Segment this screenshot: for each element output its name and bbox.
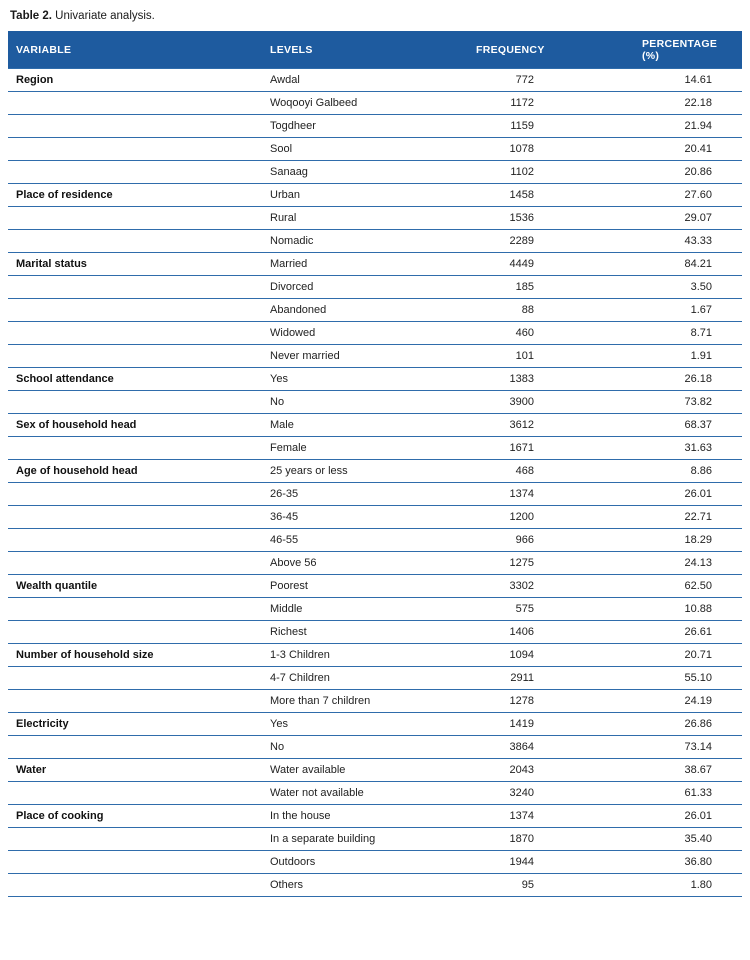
- table-row: [8, 115, 742, 138]
- frequency-cell: 772: [468, 69, 634, 92]
- variable-cell: [8, 621, 262, 644]
- frequency-cell: 3302: [468, 575, 634, 598]
- percentage-cell: 29.07: [634, 207, 742, 230]
- percentage-cell: 24.13: [634, 552, 742, 575]
- table-row: [8, 414, 742, 437]
- variable-cell: [8, 138, 262, 161]
- percentage-cell: 26.61: [634, 621, 742, 644]
- percentage-cell: 20.71: [634, 644, 742, 667]
- table-row: [8, 322, 742, 345]
- table-row: [8, 483, 742, 506]
- frequency-cell: 88: [468, 299, 634, 322]
- percentage-cell: 10.88: [634, 598, 742, 621]
- variable-cell: Number of household size: [8, 644, 262, 667]
- frequency-cell: 468: [468, 460, 634, 483]
- level-cell: Woqooyi Galbeed: [262, 92, 468, 115]
- header-variable: VARIABLE: [8, 31, 262, 69]
- level-cell: Married: [262, 253, 468, 276]
- level-cell: 25 years or less: [262, 460, 468, 483]
- level-cell: Urban: [262, 184, 468, 207]
- level-cell: Yes: [262, 368, 468, 391]
- variable-cell: [8, 874, 262, 897]
- variable-cell: [8, 276, 262, 299]
- percentage-cell: 62.50: [634, 575, 742, 598]
- frequency-cell: 3612: [468, 414, 634, 437]
- variable-cell: Marital status: [8, 253, 262, 276]
- percentage-cell: 20.41: [634, 138, 742, 161]
- frequency-cell: 1870: [468, 828, 634, 851]
- frequency-cell: 1419: [468, 713, 634, 736]
- level-cell: Female: [262, 437, 468, 460]
- variable-cell: [8, 115, 262, 138]
- variable-cell: [8, 506, 262, 529]
- level-cell: No: [262, 736, 468, 759]
- level-cell: Awdal: [262, 69, 468, 92]
- percentage-cell: 21.94: [634, 115, 742, 138]
- percentage-cell: 1.91: [634, 345, 742, 368]
- variable-cell: Wealth quantile: [8, 575, 262, 598]
- frequency-cell: 1102: [468, 161, 634, 184]
- table-row: [8, 667, 742, 690]
- frequency-cell: 1278: [468, 690, 634, 713]
- frequency-cell: 3240: [468, 782, 634, 805]
- level-cell: Rural: [262, 207, 468, 230]
- percentage-cell: 31.63: [634, 437, 742, 460]
- frequency-cell: 1536: [468, 207, 634, 230]
- frequency-cell: 2289: [468, 230, 634, 253]
- percentage-cell: 27.60: [634, 184, 742, 207]
- table-row: [8, 138, 742, 161]
- variable-cell: [8, 391, 262, 414]
- percentage-cell: 73.14: [634, 736, 742, 759]
- frequency-cell: 1374: [468, 483, 634, 506]
- table-row: [8, 575, 742, 598]
- frequency-cell: 460: [468, 322, 634, 345]
- percentage-cell: 22.71: [634, 506, 742, 529]
- level-cell: Sool: [262, 138, 468, 161]
- frequency-cell: 1275: [468, 552, 634, 575]
- table-row: [8, 690, 742, 713]
- table-row: [8, 391, 742, 414]
- table-row: [8, 184, 742, 207]
- level-cell: Richest: [262, 621, 468, 644]
- table-body: [8, 69, 742, 897]
- variable-cell: [8, 345, 262, 368]
- frequency-cell: 4449: [468, 253, 634, 276]
- percentage-cell: 84.21: [634, 253, 742, 276]
- variable-cell: [8, 851, 262, 874]
- frequency-cell: 1172: [468, 92, 634, 115]
- variable-cell: [8, 92, 262, 115]
- variable-cell: [8, 299, 262, 322]
- variable-cell: Electricity: [8, 713, 262, 736]
- variable-cell: [8, 690, 262, 713]
- level-cell: 26-35: [262, 483, 468, 506]
- frequency-cell: 101: [468, 345, 634, 368]
- table-row: [8, 276, 742, 299]
- variable-cell: [8, 782, 262, 805]
- table-row: [8, 506, 742, 529]
- table-row: [8, 460, 742, 483]
- table-row: [8, 736, 742, 759]
- variable-cell: [8, 736, 262, 759]
- percentage-cell: 8.86: [634, 460, 742, 483]
- level-cell: Abandoned: [262, 299, 468, 322]
- variable-cell: [8, 207, 262, 230]
- table-row: [8, 805, 742, 828]
- percentage-cell: 35.40: [634, 828, 742, 851]
- frequency-cell: 185: [468, 276, 634, 299]
- table-row: [8, 299, 742, 322]
- level-cell: Poorest: [262, 575, 468, 598]
- percentage-cell: 73.82: [634, 391, 742, 414]
- frequency-cell: 1159: [468, 115, 634, 138]
- level-cell: Widowed: [262, 322, 468, 345]
- level-cell: 1-3 Children: [262, 644, 468, 667]
- level-cell: 46-55: [262, 529, 468, 552]
- percentage-cell: 14.61: [634, 69, 742, 92]
- level-cell: Yes: [262, 713, 468, 736]
- table-row: [8, 69, 742, 92]
- level-cell: 36-45: [262, 506, 468, 529]
- table-row: [8, 92, 742, 115]
- variable-cell: [8, 552, 262, 575]
- table-header: [8, 31, 742, 69]
- table-row: [8, 529, 742, 552]
- variable-cell: [8, 529, 262, 552]
- frequency-cell: 3900: [468, 391, 634, 414]
- variable-cell: [8, 828, 262, 851]
- level-cell: Nomadic: [262, 230, 468, 253]
- table-row: [8, 161, 742, 184]
- variable-cell: [8, 437, 262, 460]
- percentage-cell: 20.86: [634, 161, 742, 184]
- table-row: [8, 782, 742, 805]
- percentage-cell: 61.33: [634, 782, 742, 805]
- variable-cell: [8, 483, 262, 506]
- percentage-cell: 68.37: [634, 414, 742, 437]
- percentage-cell: 26.86: [634, 713, 742, 736]
- frequency-cell: 2911: [468, 667, 634, 690]
- percentage-cell: 26.01: [634, 805, 742, 828]
- table-row: [8, 230, 742, 253]
- univariate-analysis-table: [8, 31, 742, 897]
- percentage-cell: 26.01: [634, 483, 742, 506]
- table-row: [8, 621, 742, 644]
- level-cell: Above 56: [262, 552, 468, 575]
- variable-cell: Region: [8, 69, 262, 92]
- variable-cell: School attendance: [8, 368, 262, 391]
- table-caption-label: Table 2.: [10, 10, 52, 22]
- level-cell: Togdheer: [262, 115, 468, 138]
- level-cell: No: [262, 391, 468, 414]
- variable-cell: Sex of household head: [8, 414, 262, 437]
- percentage-cell: 18.29: [634, 529, 742, 552]
- level-cell: Divorced: [262, 276, 468, 299]
- table-row: [8, 207, 742, 230]
- table-row: [8, 644, 742, 667]
- table-row: [8, 253, 742, 276]
- table-row: [8, 437, 742, 460]
- percentage-cell: 38.67: [634, 759, 742, 782]
- table-row: [8, 851, 742, 874]
- frequency-cell: 1458: [468, 184, 634, 207]
- table-row: [8, 874, 742, 897]
- variable-cell: Age of household head: [8, 460, 262, 483]
- percentage-cell: 55.10: [634, 667, 742, 690]
- variable-cell: [8, 161, 262, 184]
- level-cell: Others: [262, 874, 468, 897]
- variable-cell: [8, 230, 262, 253]
- header-frequency: FREQUENCY: [468, 31, 634, 69]
- level-cell: 4-7 Children: [262, 667, 468, 690]
- table-row: [8, 713, 742, 736]
- table-caption: [10, 10, 742, 22]
- table-row: [8, 345, 742, 368]
- frequency-cell: 1374: [468, 805, 634, 828]
- level-cell: Sanaag: [262, 161, 468, 184]
- level-cell: In the house: [262, 805, 468, 828]
- table-row: [8, 552, 742, 575]
- table-row: [8, 598, 742, 621]
- percentage-cell: 24.19: [634, 690, 742, 713]
- frequency-cell: 2043: [468, 759, 634, 782]
- level-cell: Water not available: [262, 782, 468, 805]
- table-caption-text: Univariate analysis.: [55, 10, 155, 22]
- frequency-cell: 3864: [468, 736, 634, 759]
- level-cell: Water available: [262, 759, 468, 782]
- percentage-cell: 1.80: [634, 874, 742, 897]
- variable-cell: [8, 598, 262, 621]
- frequency-cell: 1944: [468, 851, 634, 874]
- header-row: [8, 31, 742, 69]
- frequency-cell: 95: [468, 874, 634, 897]
- percentage-cell: 36.80: [634, 851, 742, 874]
- variable-cell: [8, 667, 262, 690]
- variable-cell: Water: [8, 759, 262, 782]
- table-row: [8, 759, 742, 782]
- level-cell: Middle: [262, 598, 468, 621]
- level-cell: More than 7 children: [262, 690, 468, 713]
- header-percentage: PERCENTAGE (%): [634, 31, 742, 69]
- variable-cell: [8, 322, 262, 345]
- level-cell: In a separate building: [262, 828, 468, 851]
- level-cell: Male: [262, 414, 468, 437]
- table-row: [8, 828, 742, 851]
- percentage-cell: 22.18: [634, 92, 742, 115]
- frequency-cell: 1200: [468, 506, 634, 529]
- percentage-cell: 8.71: [634, 322, 742, 345]
- percentage-cell: 26.18: [634, 368, 742, 391]
- table-row: [8, 368, 742, 391]
- variable-cell: Place of residence: [8, 184, 262, 207]
- frequency-cell: 1094: [468, 644, 634, 667]
- frequency-cell: 1671: [468, 437, 634, 460]
- variable-cell: Place of cooking: [8, 805, 262, 828]
- level-cell: Never married: [262, 345, 468, 368]
- frequency-cell: 966: [468, 529, 634, 552]
- frequency-cell: 575: [468, 598, 634, 621]
- percentage-cell: 43.33: [634, 230, 742, 253]
- frequency-cell: 1406: [468, 621, 634, 644]
- level-cell: Outdoors: [262, 851, 468, 874]
- frequency-cell: 1078: [468, 138, 634, 161]
- percentage-cell: 3.50: [634, 276, 742, 299]
- frequency-cell: 1383: [468, 368, 634, 391]
- header-levels: LEVELS: [262, 31, 468, 69]
- percentage-cell: 1.67: [634, 299, 742, 322]
